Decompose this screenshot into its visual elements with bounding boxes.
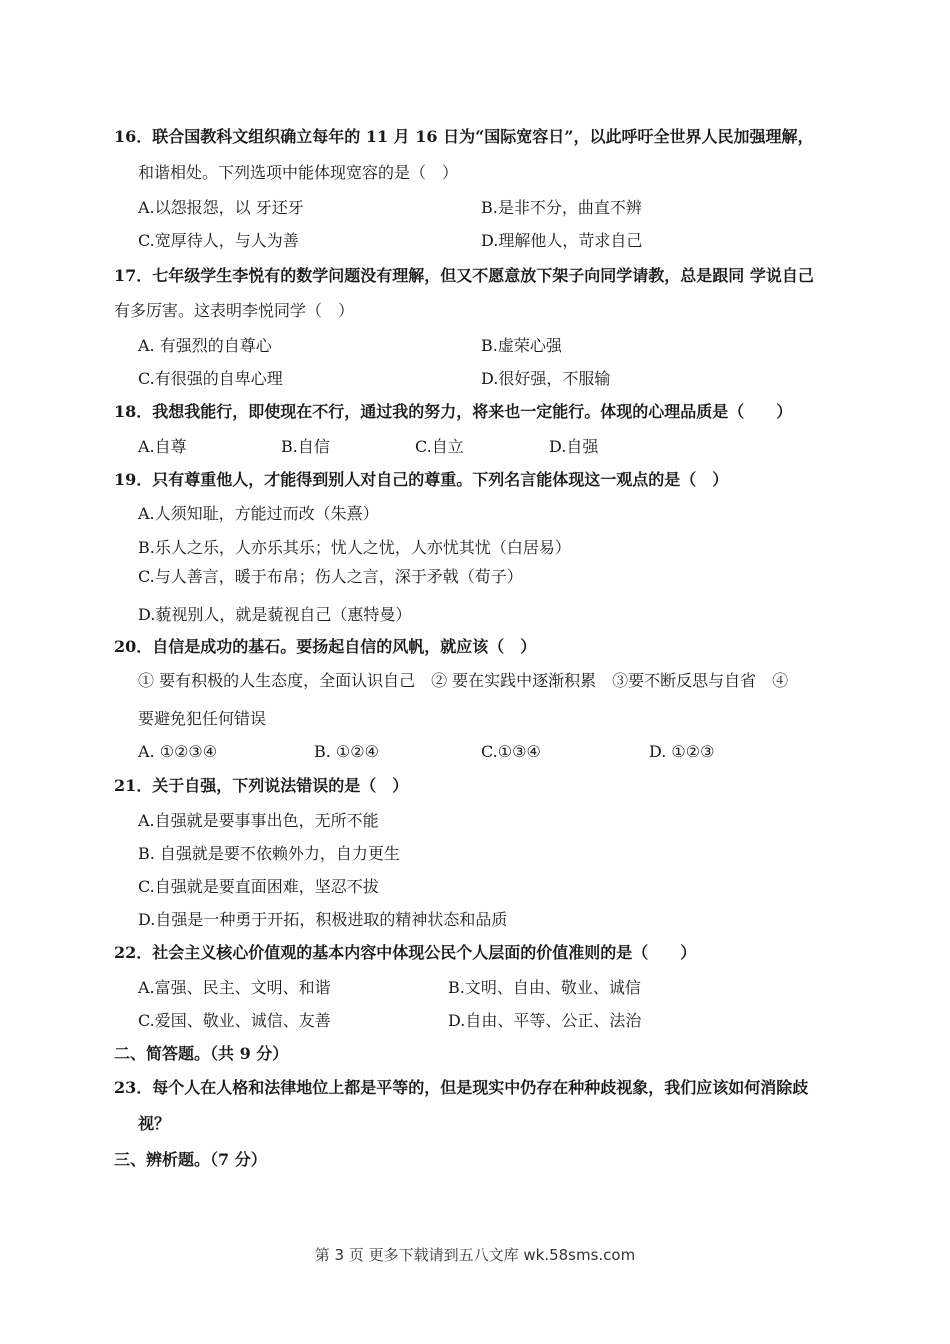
- q18-option-d: D.自强: [549, 437, 599, 456]
- q22-option-a: A.富强、民主、文明、和谐: [138, 978, 331, 997]
- q17-option-d: D.很好强，不服输: [481, 369, 611, 388]
- q21-option-c: C.自强就是要直面困难，坚忍不拔: [138, 877, 379, 896]
- q17-stem-line2: 有多厉害。这表明李悦同学（ ）: [114, 301, 355, 320]
- q19-option-b: B.乐人之乐，人亦乐其乐；忧人之忧，人亦忧其忧（白居易）: [138, 538, 571, 557]
- q20-option-c: C.①③④: [481, 742, 541, 761]
- q21-option-a: A.自强就是要事事出色，无所不能: [138, 811, 379, 830]
- q18-stem: 18．我想我能行，即使现在不行，通过我的努力，将来也一定能行。体现的心理品质是（ ）: [114, 402, 793, 421]
- q20-option-d: D. ①②③: [649, 742, 715, 761]
- q22-option-b: B.文明、自由、敬业、诚信: [448, 978, 641, 997]
- q19-option-c: C.与人善言，暖于布帛；伤人之言，深于矛戟（荀子）: [138, 567, 523, 586]
- q20-stem: 20．自信是成功的基石。要扬起自信的风帆，就应该（ ）: [114, 637, 537, 656]
- section-heading-analysis: 三、辨析题。（7 分）: [114, 1150, 267, 1169]
- q16-stem-line2: 和谐相处。下列选项中能体现宽容的是（ ）: [138, 163, 459, 182]
- q18-option-c: C.自立: [415, 437, 464, 456]
- q21-option-d: D.自强是一种勇于开拓，积极进取的精神状态和品质: [138, 910, 508, 929]
- q19-option-d: D.藐视别人，就是藐视自己（惠特曼）: [138, 605, 412, 624]
- q20-statements-line1: ① 要有积极的人生态度，全面认识自己 ② 要在实践中逐渐积累 ③要不断反思与自省 ④: [138, 671, 789, 690]
- q18-option-b: B.自信: [281, 437, 330, 456]
- q17-option-b: B.虚荣心强: [481, 336, 562, 355]
- q16-option-c: C.宽厚待人，与人为善: [138, 231, 299, 250]
- q21-option-b: B. 自强就是要不依赖外力，自力更生: [138, 844, 400, 863]
- q16-option-b: B.是非不分，曲直不辨: [481, 198, 642, 217]
- q16-option-d: D.理解他人，苛求自己: [481, 231, 643, 250]
- section-heading-short-answer: 二、简答题。（共 9 分）: [114, 1044, 289, 1063]
- q16-option-a: A.以怨报怨，以 牙还牙: [138, 198, 304, 217]
- q20-option-a: A. ①②③④: [138, 742, 218, 761]
- q22-option-d: D.自由、平等、公正、法治: [448, 1011, 642, 1030]
- q20-statements-line2: 要避免犯任何错误: [138, 709, 267, 728]
- q19-option-a: A.人须知耻，方能过而改（朱熹）: [138, 504, 379, 523]
- q17-option-c: C.有很强的自卑心理: [138, 369, 283, 388]
- q22-option-c: C.爱国、敬业、诚信、友善: [138, 1011, 331, 1030]
- q17-stem-line1: 17．七年级学生李悦有的数学问题没有理解，但又不愿意放下架子向同学请教，总是跟同 学说自己: [114, 266, 814, 285]
- q23-stem-line1: 23．每个人在人格和法律地位上都是平等的，但是现实中仍存在种种歧视象，我们应该如何消除歧: [114, 1078, 809, 1097]
- q19-stem: 19．只有尊重他人，才能得到别人对自己的尊重。下列名言能体现这一观点的是（ ）: [114, 470, 729, 489]
- q22-stem: 22．社会主义核心价值观的基本内容中体现公民个人层面的价值准则的是（ ）: [114, 943, 697, 962]
- q20-option-b: B. ①②④: [314, 742, 379, 761]
- q21-stem: 21．关于自强，下列说法错误的是（ ）: [114, 776, 409, 795]
- page-footer: 第 3 页 更多下载请到五八文库 wk.58sms.com: [314, 1246, 636, 1264]
- q17-option-a: A. 有强烈的自尊心: [138, 336, 272, 355]
- q16-stem-line1: 16．联合国教科文组织确立每年的 11 月 16 日为“国际宽容日”，以此呼吁全世界人民加强理解，: [114, 127, 814, 146]
- q23-stem-line2: 视？: [138, 1114, 171, 1133]
- q18-option-a: A.自尊: [138, 437, 187, 456]
